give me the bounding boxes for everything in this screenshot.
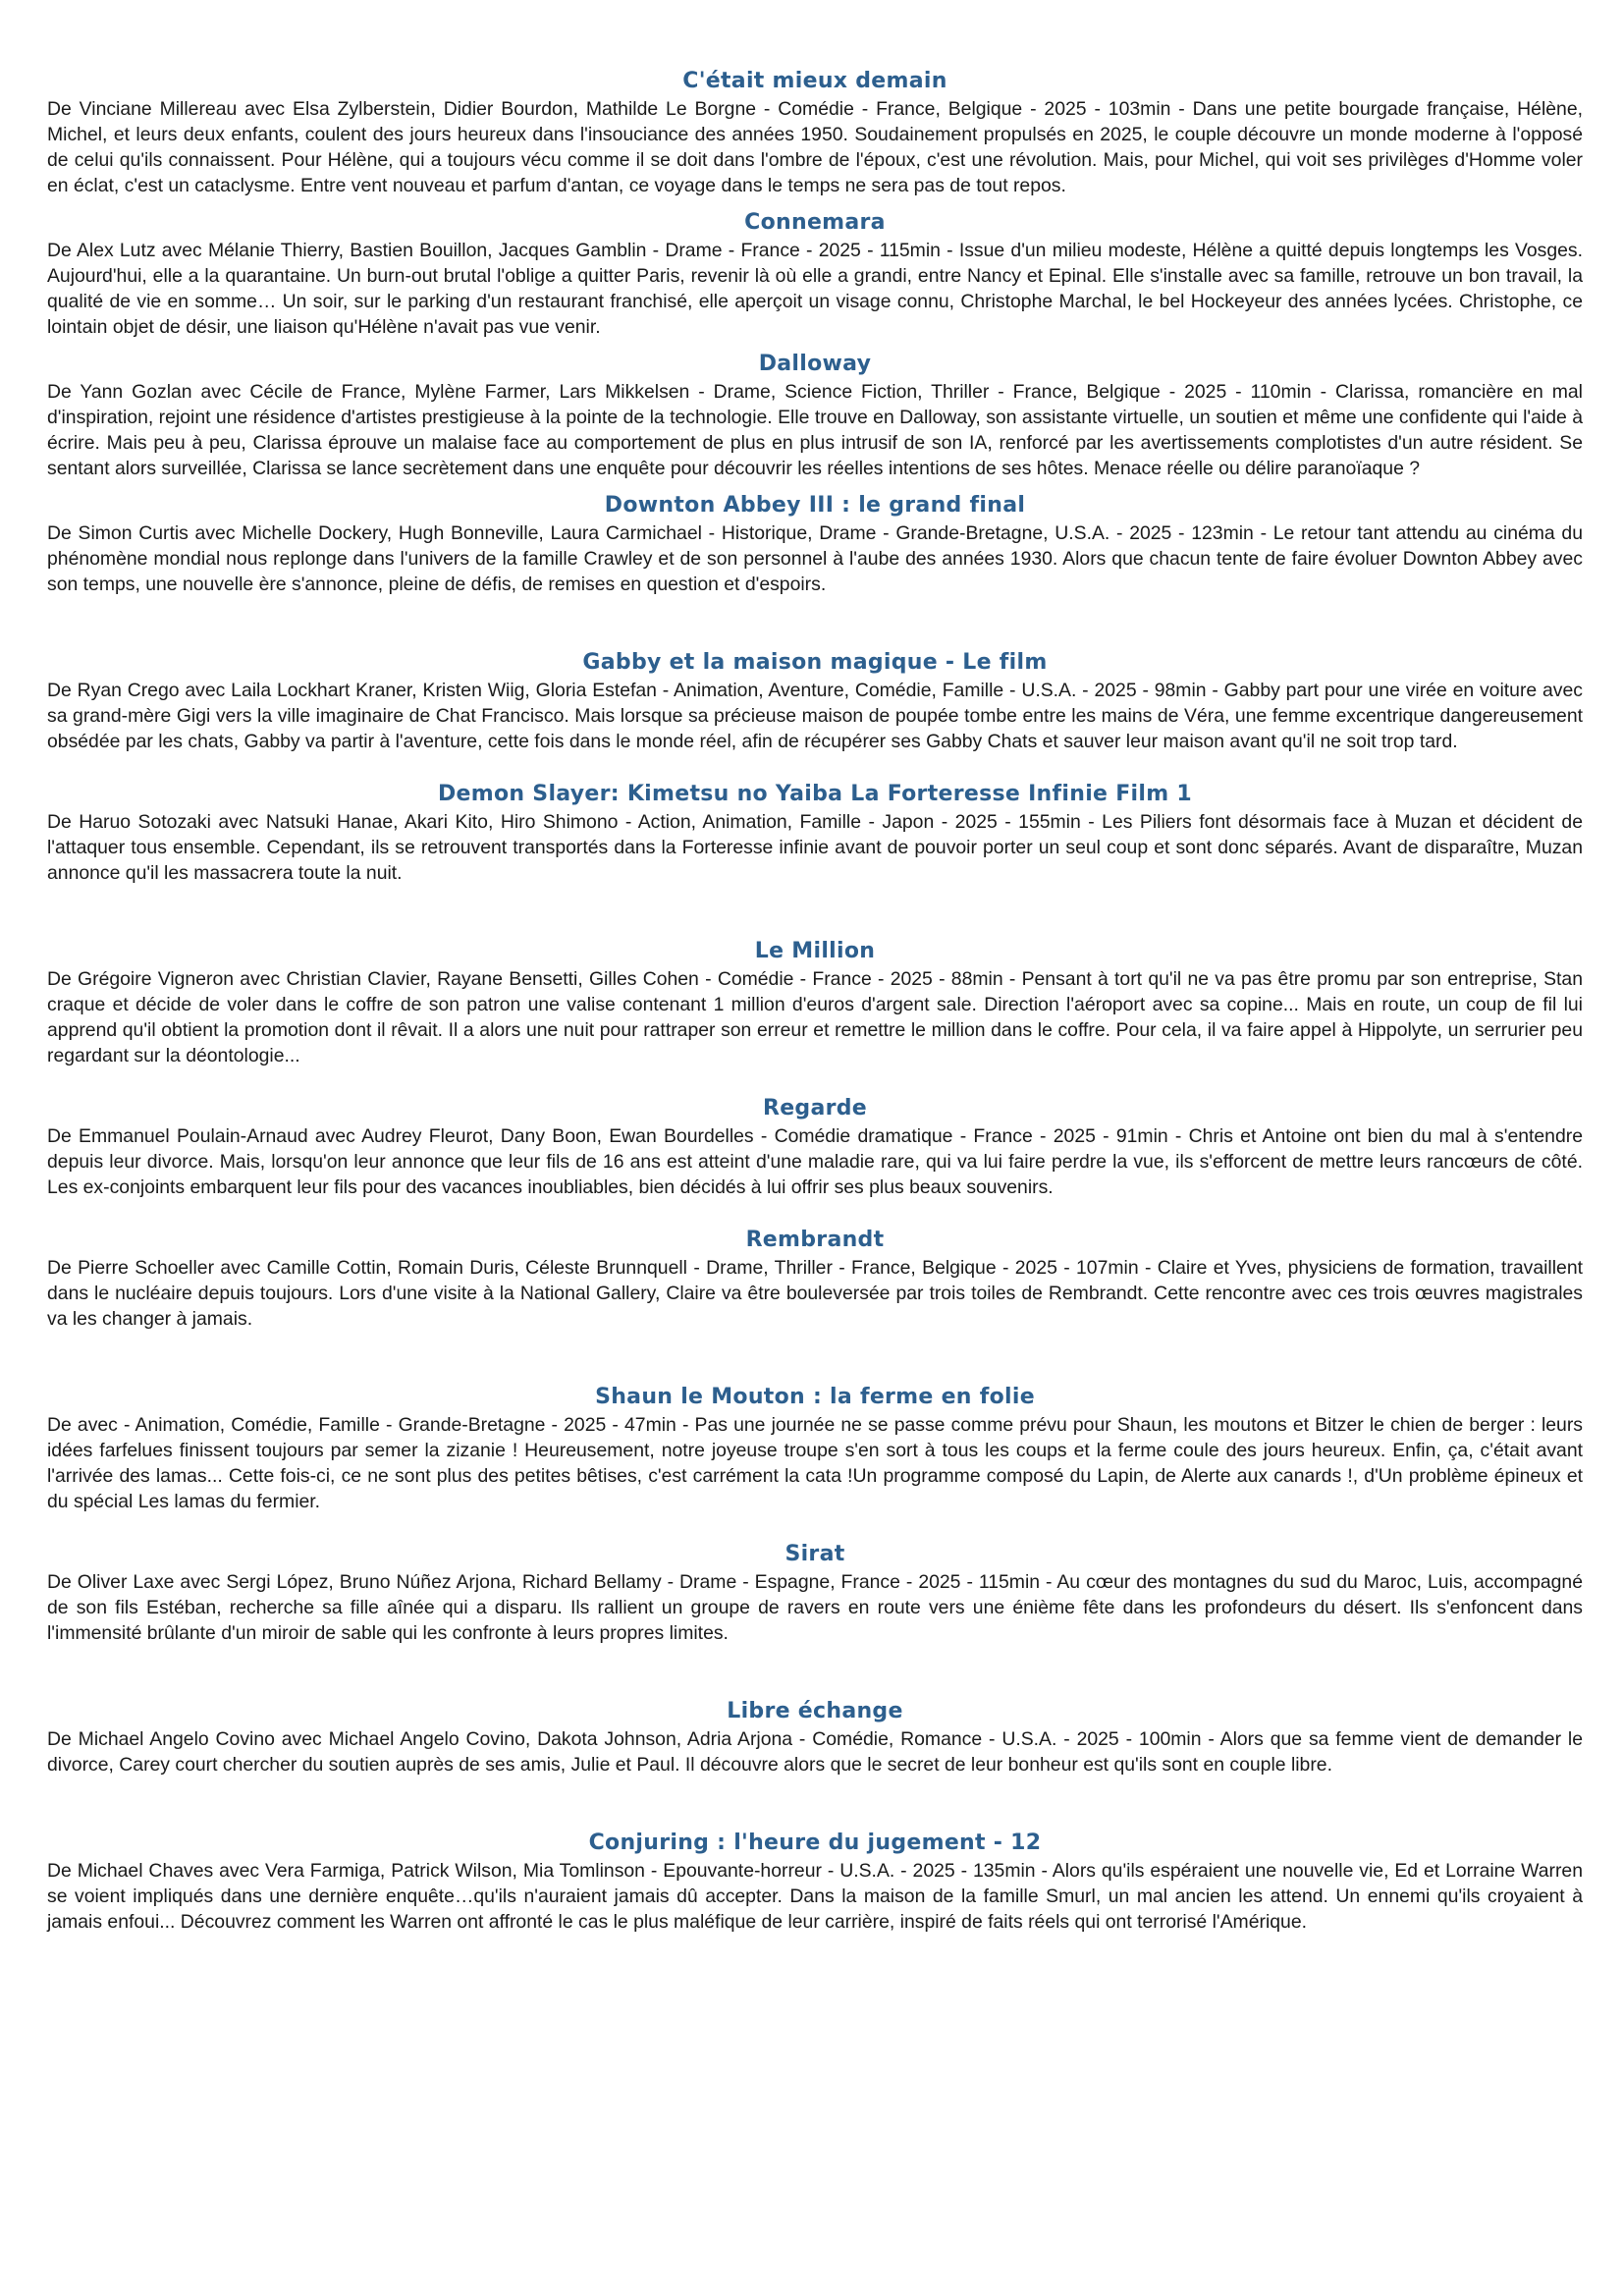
- film-title: Shaun le Mouton : la ferme en folie: [595, 1385, 1035, 1409]
- film-description: De Emmanuel Poulain-Arnaud avec Audrey Fleurot, Dany Boon, Ewan Bourdelles - Comédie dramatique - France - 2025 - 91min - Chris et Antoine ont bien du mal à s'entendre depuis leur divorce. Mais, lorsqu'on leur annonce que leur fils de 16 ans est atteint d'une maladie rare, qui va lui faire perdre la vue, ils s'efforcent de mettre leurs rancœurs de côté. Les ex-conjoints embarquent leur fils pour des vacances inoubliables, bien décidés à lui offrir ses plus beaux souvenirs.: [47, 1125, 1583, 1198]
- film-title: Le Million: [754, 939, 876, 963]
- film-description: De Michael Chaves avec Vera Farmiga, Patrick Wilson, Mia Tomlinson - Epouvante-horreur - U.S.A. - 2025 - 135min - Alors qu'ils espéraient une nouvelle vie, Ed et Lorraine Warren se voient impliqués dans une dernière enquête…qu'ils n'auraient jamais dû accepter. Dans la maison de la famille Smurl, un mal ancien les attend. Un ennemi qu'ils croyaient à jamais enfoui... Découvrez comment les Warren ont affronté le cas le plus maléfique de leur carrière, inspiré de faits réels qui ont terrorisé l'Amérique.: [47, 1860, 1583, 1933]
- film-title: Rembrandt: [745, 1228, 885, 1252]
- film-title: Sirat: [784, 1542, 845, 1566]
- film-title: Regarde: [762, 1096, 868, 1121]
- film-title: Downton Abbey III : le grand final: [604, 493, 1026, 518]
- film-entry: [47, 350, 1583, 481]
- film-description: De Yann Gozlan avec Cécile de France, Mylène Farmer, Lars Mikkelsen - Drame, Science Fiction, Thriller - France, Belgique - 2025 - 110min - Clarissa, romancière en mal d'inspiration, rejoint une résidence d'artistes prestigieuse à la pointe de la technologie. Elle trouve en Dalloway, son assistante virtuelle, un soutien et même une confidente qui l'aide à écrire. Mais peu à peu, Clarissa éprouve un malaise face au comportement de plus en plus intrusif de son IA, renforcé par les avertissements complotistes d'un autre résident. Se sentant alors surveillée, Clarissa se lance secrètement dans une enquête pour découvrir les réelles intentions de ses hôtes. Menace réelle ou délire paranoïaque ?: [47, 381, 1583, 479]
- film-title: Gabby et la maison magique - Le film: [582, 650, 1048, 675]
- film-description: De avec - Animation, Comédie, Famille - Grande-Bretagne - 2025 - 47min - Pas une journée ne se passe comme prévu pour Shaun, les moutons et Bitzer le chien de berger : leurs idées farfelues finissent toujours par semer la zizanie ! Heureusement, notre joyeuse troupe s'en sort à tous les coups et la ferme coule des jours heureux. Enfin, ça, c'était avant l'arrivée des lamas... Cette fois-ci, ce ne sont plus des petites bêtises, c'est carrément la cata !Un programme composé du Lapin, de Alerte aux canards !, d'Un problème épineux et du spécial Les lamas du fermier.: [47, 1414, 1583, 1512]
- film-entry: [47, 491, 1583, 597]
- film-entry: [47, 1829, 1583, 1935]
- film-description: De Michael Angelo Covino avec Michael Angelo Covino, Dakota Johnson, Adria Arjona - Comédie, Romance - U.S.A. - 2025 - 100min - Alors que sa femme vient de demander le divorce, Carey court chercher du soutien auprès de ses amis, Julie et Paul. Il découvre alors que le secret de leur bonheur est qu'ils sont en couple libre.: [47, 1728, 1583, 1776]
- film-entry: [47, 1697, 1583, 1777]
- film-description: De Simon Curtis avec Michelle Dockery, Hugh Bonneville, Laura Carmichael - Historique, Drame - Grande-Bretagne, U.S.A. - 2025 - 123min - Le retour tant attendu au cinéma du phénomène mondial nous replonge dans l'univers de la famille Crawley et de son personnel à l'aube des années 1930. Alors que chacun tente de faire évoluer Downton Abbey avec son temps, une nouvelle ère s'annonce, pleine de défis, de remises en question et d'espoirs.: [47, 522, 1583, 595]
- film-description: De Ryan Crego avec Laila Lockhart Kraner, Kristen Wiig, Gloria Estefan - Animation, Aventure, Comédie, Famille - U.S.A. - 2025 - 98min - Gabby part pour une virée en voiture avec sa grand-mère Gigi vers la ville imaginaire de Chat Francisco. Mais lorsque sa précieuse maison de poupée tombe entre les mains de Véra, une femme excentrique dangereusement obsédée par les chats, Gabby va partir à l'aventure, cette fois dans le monde réel, afin de récupérer ses Gabby Chats et sauver leur maison avant qu'il ne soit trop tard.: [47, 680, 1583, 752]
- film-entry: [47, 1383, 1583, 1514]
- film-description: De Grégoire Vigneron avec Christian Clavier, Rayane Bensetti, Gilles Cohen - Comédie - France - 2025 - 88min - Pensant à tort qu'il ne va pas être promu par son entreprise, Stan craque et décide de voler dans le coffre de son patron une valise contenant 1 million d'euros d'argent sale. Direction l'aéroport avec sa copine... Mais en route, un coup de fil lui apprend qu'il obtient la promotion dont il rêvait. Il a alors une nuit pour rattraper son erreur et remettre le million dans le coffre. Pour cela, il va faire appel à Hippolyte, un serrurier peu regardant sur la déontologie...: [47, 968, 1583, 1066]
- film-entry: [47, 67, 1583, 198]
- film-entry: [47, 1226, 1583, 1332]
- film-title: Conjuring : l'heure du jugement - 12: [588, 1831, 1042, 1855]
- film-entry: [47, 208, 1583, 340]
- film-title: Dalloway: [758, 352, 872, 376]
- film-entry: [47, 1540, 1583, 1646]
- film-entry: [47, 780, 1583, 886]
- film-title: Connemara: [744, 210, 886, 235]
- film-listing: [47, 67, 1583, 1935]
- film-entry: [47, 648, 1583, 754]
- film-title: C'était mieux demain: [682, 69, 947, 93]
- film-description: De Haruo Sotozaki avec Natsuki Hanae, Akari Kito, Hiro Shimono - Action, Animation, Famille - Japon - 2025 - 155min - Les Piliers font désormais face à Muzan et décident de l'attaquer tous ensemble. Cependant, ils se retrouvent transportés dans la Forteresse infinie avant de pouvoir porter un seul coup et sont donc séparés. Avant de disparaître, Muzan annonce qu'il les massacrera toute la nuit.: [47, 811, 1583, 884]
- film-entry: [47, 937, 1583, 1068]
- film-title: Demon Slayer: Kimetsu no Yaiba La Forteresse Infinie Film 1: [437, 782, 1193, 806]
- film-entry: [47, 1094, 1583, 1200]
- film-description: De Oliver Laxe avec Sergi López, Bruno Núñez Arjona, Richard Bellamy - Drame - Espagne, France - 2025 - 115min - Au cœur des montagnes du sud du Maroc, Luis, accompagné de son fils Estéban, recherche sa fille aînée qui a disparu. Ils rallient un groupe de ravers en route vers une énième fête dans les profondeurs du désert. Ils s'enfoncent dans l'immensité brûlante d'un miroir de sable qui les confronte à leurs propres limites.: [47, 1571, 1583, 1644]
- film-title: Libre échange: [727, 1699, 903, 1723]
- film-description: De Alex Lutz avec Mélanie Thierry, Bastien Bouillon, Jacques Gamblin - Drame - France - 2025 - 115min - Issue d'un milieu modeste, Hélène a quitté depuis longtemps les Vosges. Aujourd'hui, elle a la quarantaine. Un burn-out brutal l'oblige a quitter Paris, revenir là où elle a grandi, entre Nancy et Epinal. Elle s'installe avec sa famille, retrouve un bon travail, la qualité de vie en somme… Un soir, sur le parking d'un restaurant franchisé, elle aperçoit un visage connu, Christophe Marchal, le bel Hockeyeur des années lycées. Christophe, ce lointain objet de désir, une liaison qu'Hélène n'avait pas vue venir.: [47, 240, 1583, 338]
- film-description: De Vinciane Millereau avec Elsa Zylberstein, Didier Bourdon, Mathilde Le Borgne - Comédie - France, Belgique - 2025 - 103min - Dans une petite bourgade française, Hélène, Michel, et leurs deux enfants, coulent des jours heureux dans l'insouciance des années 1950. Soudainement propulsés en 2025, le couple découvre un monde moderne à l'opposé de celui qu'ils connaissent. Pour Hélène, qui a toujours vécu comme il se doit dans l'ombre de l'époux, c'est une révolution. Mais, pour Michel, qui voit ses privilèges d'Homme voler en éclat, c'est un cataclysme. Entre vent nouveau et parfum d'antan, ce voyage dans le temps ne sera pas de tout repos.: [47, 98, 1583, 196]
- film-description: De Pierre Schoeller avec Camille Cottin, Romain Duris, Céleste Brunnquell - Drame, Thriller - France, Belgique - 2025 - 107min - Claire et Yves, physiciens de formation, travaillent dans le nucléaire depuis toujours. Lors d'une visite à la National Gallery, Claire va être bouleversée par trois toiles de Rembrandt. Cette rencontre avec ces trois œuvres magistrales va les changer à jamais.: [47, 1257, 1583, 1330]
